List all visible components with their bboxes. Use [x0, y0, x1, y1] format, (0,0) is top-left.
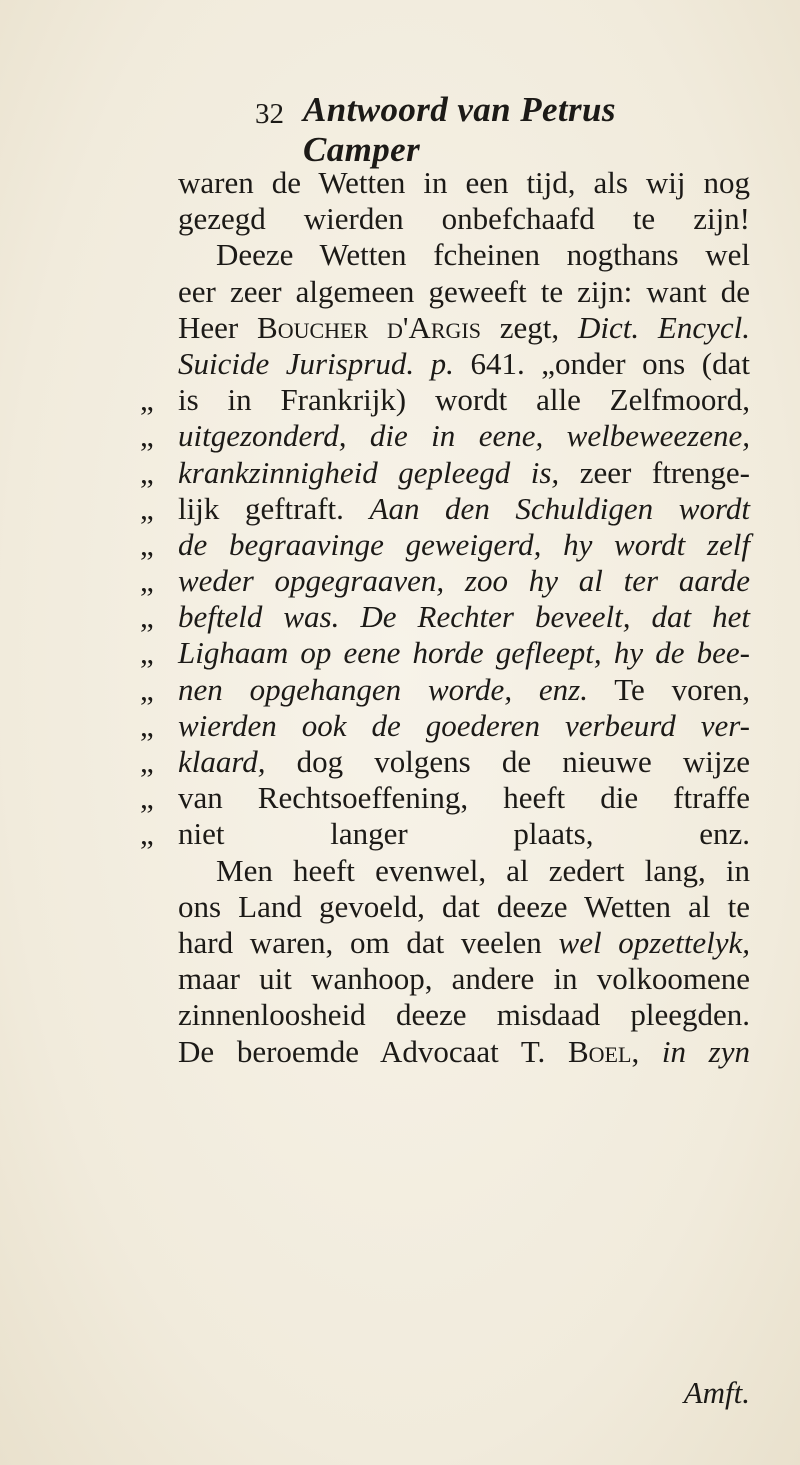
- text-line: [140, 889, 750, 925]
- text-line: [140, 274, 750, 310]
- text-line: [140, 165, 750, 201]
- line-text: [178, 744, 750, 780]
- text-segment: klaard,: [178, 744, 266, 779]
- text-segment: eer zeer algemeen geweeft te zijn: want de: [178, 273, 750, 309]
- line-text: [178, 997, 750, 1033]
- text-segment: lijk geftraft.: [178, 490, 370, 526]
- text-segment: van Rechtsoeffening, heeft die ftraffe: [178, 780, 750, 816]
- text-segment: befteld was. De Rechter beveelt, dat het: [178, 599, 750, 635]
- line-text: [178, 165, 750, 201]
- line-text: [178, 201, 750, 237]
- text-line: [140, 310, 750, 346]
- text-segment: Boucher d'Argis: [257, 309, 481, 345]
- body-text: [140, 165, 750, 1070]
- text-line: [140, 925, 750, 961]
- text-segment: maar uit wanhoop, andere in volkoomene: [178, 961, 750, 997]
- line-text: [178, 635, 750, 671]
- text-segment: de begraavinge geweigerd, hy wordt zelf: [178, 526, 750, 562]
- text-segment: waren de Wetten in een tijd, als wij nog: [178, 165, 750, 200]
- text-segment: Deeze Wetten fcheinen nogthans wel: [216, 237, 750, 273]
- text-line: [140, 491, 750, 527]
- text-line: [140, 853, 750, 889]
- text-segment: in zyn: [661, 1033, 750, 1069]
- quote-mark: „: [140, 744, 154, 779]
- line-text: [178, 346, 750, 382]
- quote-mark: „: [140, 780, 154, 816]
- text-segment: zinnenloosheid deeze misdaad pleegden.: [178, 997, 750, 1033]
- quote-mark: „: [140, 526, 154, 562]
- line-text: [178, 925, 750, 961]
- text-segment: Suicide Jurisprud. p.: [178, 345, 454, 381]
- text-segment: Heer: [178, 309, 258, 345]
- catchword: Amft.: [683, 1375, 750, 1410]
- page-number: 32: [255, 98, 284, 130]
- quote-mark: „: [140, 418, 154, 454]
- text-segment: nen opgehangen worde, enz.: [178, 671, 588, 707]
- quote-mark: „: [140, 490, 154, 526]
- line-text: [178, 274, 750, 310]
- text-segment: is in Frankrijk) wordt alle Zelfmoord,: [178, 382, 750, 418]
- text-line: [140, 708, 750, 744]
- text-line: [140, 1034, 750, 1070]
- text-line: [140, 961, 750, 997]
- text-line: [140, 599, 750, 635]
- text-segment: niet langer plaats, enz.: [178, 816, 750, 852]
- quote-mark: „: [140, 635, 154, 671]
- text-segment: wel opzettelyk,: [558, 924, 750, 960]
- quote-mark: „: [140, 671, 154, 707]
- line-text: [178, 961, 750, 997]
- text-line: [140, 997, 750, 1033]
- text-segment: wierden ook de goederen verbeurd ver-: [178, 707, 750, 743]
- text-segment: Boel: [567, 1033, 632, 1069]
- running-head: Antwoord van Petrus Camper: [303, 90, 616, 169]
- text-segment: weder opgegraaven, zoo hy al ter aarde: [178, 563, 750, 599]
- text-line: [140, 563, 750, 599]
- line-text: [178, 853, 750, 889]
- text-line: [140, 672, 750, 708]
- line-text: [178, 1034, 750, 1070]
- quote-mark: „: [140, 599, 154, 635]
- text-line: [140, 201, 750, 237]
- text-segment: Aan den Schuldigen wordt: [369, 490, 750, 526]
- line-text: [178, 418, 750, 454]
- line-text: [178, 563, 750, 599]
- line-text: [178, 310, 750, 346]
- text-segment: uitgezonderd, die in eene, welbeweezene,: [178, 418, 750, 454]
- quote-mark: „: [140, 382, 154, 418]
- line-text: [178, 455, 750, 491]
- line-text: [178, 382, 750, 418]
- text-segment: ons Land gevoeld, dat deeze Wetten al te: [178, 888, 750, 924]
- text-line: [140, 744, 750, 780]
- line-text: [178, 889, 750, 925]
- text-line: [140, 418, 750, 454]
- text-line: [140, 237, 750, 273]
- text-segment: hard waren, om dat veelen: [178, 924, 559, 960]
- text-line: [140, 346, 750, 382]
- text-line: [140, 635, 750, 671]
- quote-mark: „: [140, 816, 154, 852]
- line-text: [178, 816, 750, 852]
- line-text: [178, 491, 750, 527]
- text-segment: Lighaam op eene horde gefleept, hy de bee-: [178, 635, 750, 671]
- line-text: [178, 708, 750, 744]
- line-text: [178, 672, 750, 708]
- text-line: [140, 527, 750, 563]
- line-text: [178, 780, 750, 816]
- text-segment: 641. „onder ons (dat: [453, 345, 750, 381]
- text-line: [140, 816, 750, 852]
- line-text: [178, 599, 750, 635]
- quote-mark: „: [140, 707, 154, 743]
- text-segment: Te voren,: [588, 671, 750, 707]
- text-segment: krankzinnigheid gepleegd is,: [178, 454, 560, 490]
- text-line: [140, 780, 750, 816]
- text-segment: gezegd wierden onbefchaafd te zijn!: [178, 201, 750, 237]
- text-segment: zeer ftrenge-: [559, 454, 751, 490]
- quote-mark: „: [140, 563, 154, 599]
- text-segment: Dict. Encycl.: [577, 309, 750, 345]
- text-segment: dog volgens de nieuwe wijze: [265, 744, 750, 779]
- quote-mark: „: [140, 454, 154, 490]
- text-line: [140, 455, 750, 491]
- text-segment: Men heeft evenwel, al zedert lang, in: [216, 852, 750, 888]
- line-text: [178, 237, 750, 273]
- text-segment: zegt,: [480, 309, 578, 345]
- text-line: [140, 382, 750, 418]
- text-segment: ,: [631, 1033, 662, 1069]
- line-text: [178, 527, 750, 563]
- text-segment: De beroemde Advocaat T.: [178, 1033, 568, 1069]
- page-header: [255, 90, 730, 169]
